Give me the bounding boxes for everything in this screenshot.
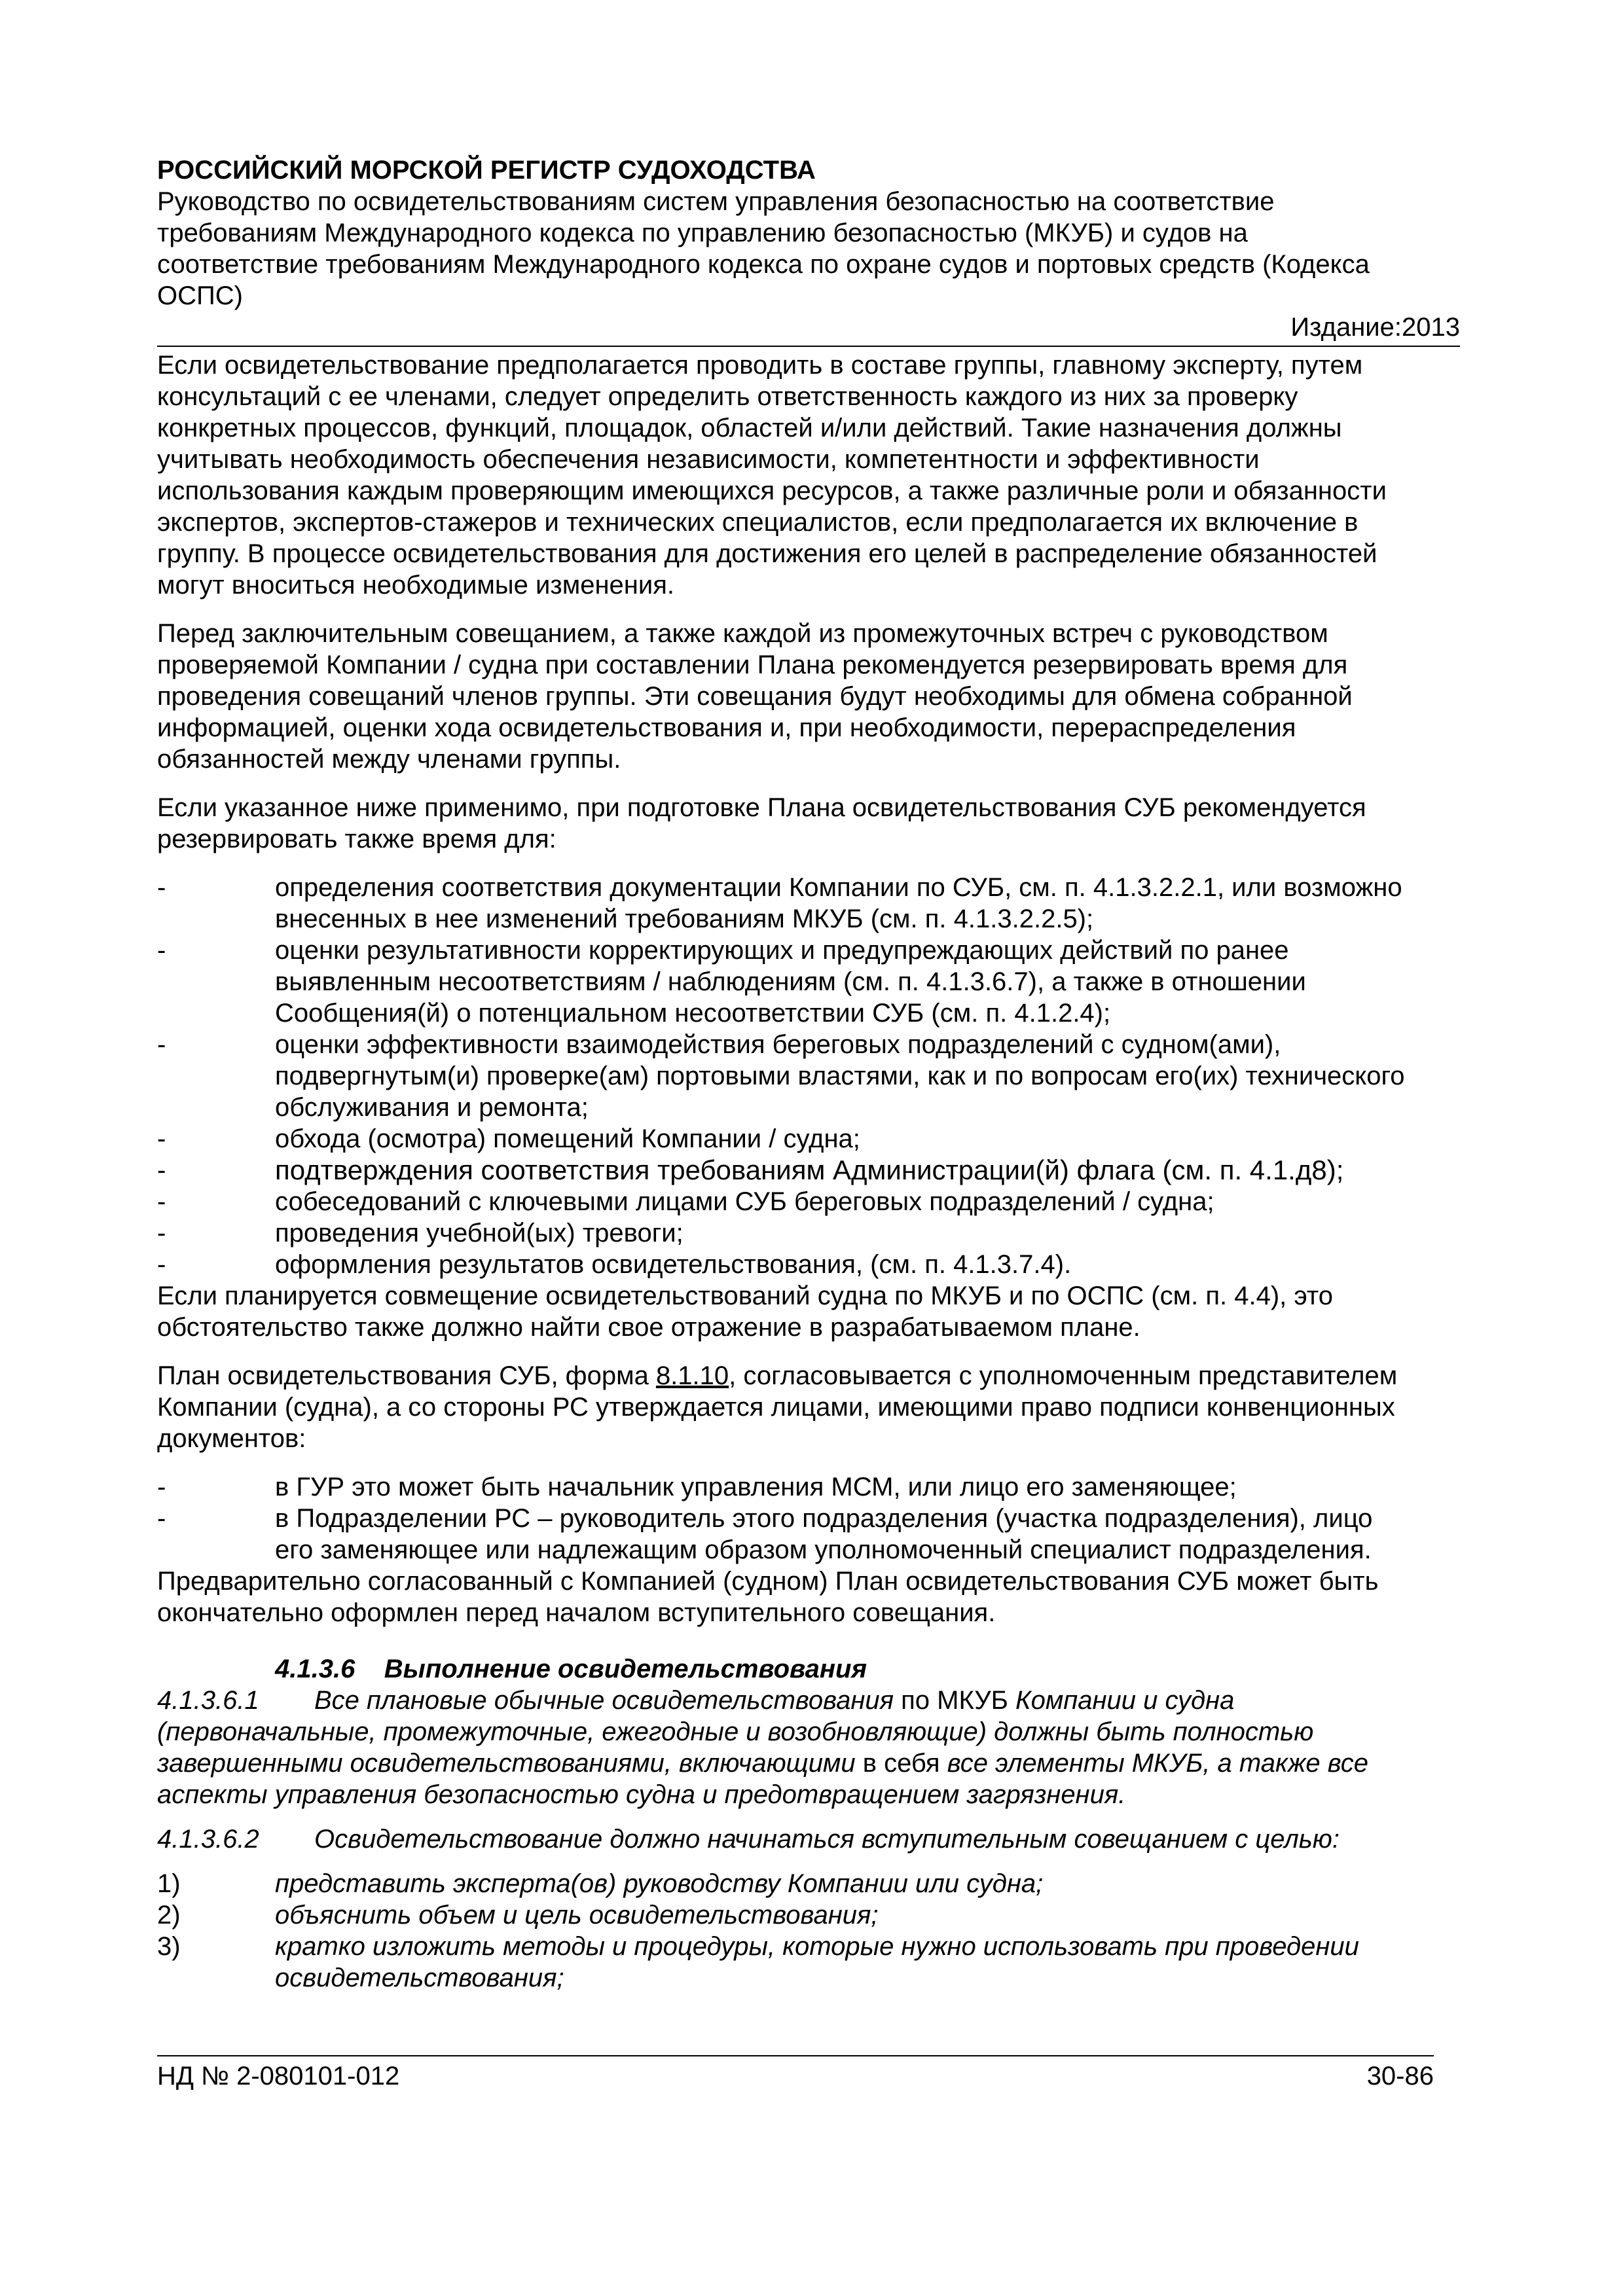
paragraph-line: документов: <box>157 1424 306 1453</box>
form-link[interactable]: 8.1.10 <box>655 1361 729 1390</box>
paragraph-team-responsibilities <box>157 350 1460 601</box>
list-item: 3) кратко изложить методы и процедуры, которые нужно использовать при проведении освидетельствования; <box>157 1932 1359 1992</box>
paragraph-line: Предварительно согласованный с Компанией (судном) План освидетельствования СУБ может быть <box>157 1567 1379 1596</box>
numbered-list-opening-meeting <box>157 1868 1460 1994</box>
clause-4-1-3-6-2: 4.1.3.6.2 Освидетельствование должно начинаться вступительным совещанием с целью: <box>157 1825 1340 1854</box>
paragraph-line: консультаций с ее членами, следует определить ответственность каждого из них за проверку <box>157 382 1298 411</box>
list-item: - оценки эффективности взаимодействия береговых подразделений с судном(ами), подвергнутым(и) проверке(ам) портовыми властями, как и по вопросам его(их) технического обслуживания и ремонта; <box>157 1030 1405 1122</box>
header-subtitle-line: Руководство по освидетельствованиям систем управления безопасностью на соответствие <box>157 187 1275 216</box>
paragraph-line: Если планируется совмещение освидетельствований судна по МКУБ и по ОСПС (см. п. 4.4), это <box>157 1282 1334 1310</box>
header-subtitle-line: ОСПС) <box>157 281 243 310</box>
paragraph-line: могут вноситься необходимые изменения. <box>157 571 674 600</box>
paragraph-line: проверяемой Компании / судна при составлении Плана рекомендуется резервировать время для <box>157 651 1348 679</box>
header-rule <box>157 346 1460 347</box>
clause-number: 4.1.3.6.1 <box>157 1686 259 1715</box>
header-subtitle-line: соответствие требованиям Международного кодекса по охране судов и портовых средств (Кодекса <box>157 250 1370 279</box>
list-item: - оформления результатов освидетельствования, (см. п. 4.1.3.7.4). <box>157 1250 1072 1279</box>
edition-label: Издание:2013 <box>1290 313 1460 342</box>
list-item: - собеседований с ключевыми лицами СУБ береговых подразделений / судна; <box>157 1187 1214 1216</box>
paragraph-line: резервировать также время для: <box>157 825 556 853</box>
clause-4-1-3-6-1: 4.1.3.6.1 Все плановые обычные освидетельствования по МКУБ Компании и судна (первоначальные, промежуточные, ежегодные и возобновляющие) должны быть полностью завершенными освидетельствованиями, включающими в себя все элементы МКУБ, а также все аспекты управления безопасностью судна и предотвращением загрязнения. <box>157 1686 1368 1809</box>
page-footer <box>157 2060 1434 2092</box>
list-item: - оценки результативности корректирующих и предупреждающих действий по ранее выявленным несоответствиям / наблюдениям (см. п. 4.1.3.6.7), а также в отношении Сообщения(й) о потенциальном несоответствии СУБ (см. п. 4.1.2.4); <box>157 936 1306 1028</box>
clause-number: 4.1.3.6.2 <box>157 1825 259 1854</box>
list-item: - в ГУР это может быть начальник управления МСМ, или лицо его заменяющее; <box>157 1473 1237 1501</box>
list-item: 1) представить эксперта(ов) руководству Компании или судна; <box>157 1869 1044 1898</box>
document-number: НД № 2-080101-012 <box>157 2062 400 2090</box>
header-subtitle-line: требованиям Международного кодекса по управлению безопасностью (МКУБ) и судов на <box>157 219 1248 247</box>
page-number: 30-86 <box>1366 2062 1434 2090</box>
list-item: - обхода (осмотра) помещений Компании / судна; <box>157 1124 860 1153</box>
paragraph-line: использования каждым проверяющим имеющихся ресурсов, а также различные роли и обязанности <box>157 476 1387 505</box>
paragraph-line: проведения совещаний членов группы. Эти совещания будут необходимы для обмена собранной <box>157 682 1353 711</box>
dash-list-activities <box>157 872 1460 1280</box>
paragraph-line: окончательно оформлен перед началом вступительного совещания. <box>157 1598 996 1627</box>
paragraph-plan-approval <box>157 1360 1460 1454</box>
paragraph-line: группу. В процессе освидетельствования для достижения его целей в распределение обязанностей <box>157 539 1377 568</box>
list-item: 2) объяснить объем и цель освидетельствования; <box>157 1901 879 1929</box>
paragraph-line: информацией, оценки хода освидетельствования и, при необходимости, перераспределения <box>157 713 1296 742</box>
paragraph-line: обязанностей между членами группы. <box>157 745 621 774</box>
page-header <box>157 154 1460 343</box>
footer-rule <box>157 2055 1434 2056</box>
list-item: - определения соответствия документации Компании по СУБ, см. п. 4.1.3.2.2.1, или возможно внесенных в нее изменений требованиям МКУБ (см. п. 4.1.3.2.2.5); <box>157 873 1402 933</box>
paragraph-line: экспертов, экспертов-стажеров и технических специалистов, если предполагается их включение в <box>157 508 1359 537</box>
list-item: - в Подразделении РС – руководитель этого подразделения (участка подразделения), лицо его заменяющее или надлежащим образом уполномоченный специалист подразделения. <box>157 1504 1373 1564</box>
section-heading: 4.1.3.6 Выполнение освидетельствования <box>275 1655 867 1683</box>
paragraph-reserve-time <box>157 792 1460 855</box>
paragraph-line: Если освидетельствование предполагается проводить в составе группы, главному эксперту, путем <box>157 351 1363 380</box>
list-item: - проведения учебной(ых) тревоги; <box>157 1219 684 1247</box>
paragraph-line: План освидетельствования СУБ, форма 8.1.10, согласовывается с уполномоченным представителем <box>157 1361 1398 1390</box>
header-title: РОССИЙСКИЙ МОРСКОЙ РЕГИСТР СУДОХОДСТВА <box>157 156 816 185</box>
paragraph-line: учитывать необходимость обеспечения независимости, компетентности и эффективности <box>157 445 1260 474</box>
paragraph-combined-audit <box>157 1280 1460 1343</box>
paragraph-line: Перед заключительным совещанием, а также каждой из промежуточных встреч с руководством <box>157 619 1328 648</box>
paragraph-line: Компании (судна), а со стороны РС утверждается лицами, имеющими право подписи конвенционных <box>157 1393 1395 1422</box>
paragraph-final-plan <box>157 1566 1460 1628</box>
body-text <box>157 350 1460 1994</box>
paragraph-line: конкретных процессов, функций, площадок, областей и/или действий. Такие назначения должны <box>157 414 1342 442</box>
list-item: - подтверждения соответствия требованиям Администрации(й) флага (см. п. 4.1.д8); <box>157 1155 1344 1185</box>
paragraph-team-meetings <box>157 618 1460 775</box>
dash-list-signatories <box>157 1471 1460 1566</box>
paragraph-line: Если указанное ниже применимо, при подготовке Плана освидетельствования СУБ рекомендуется <box>157 793 1366 822</box>
paragraph-line: обстоятельство также должно найти свое отражение в разрабатываемом плане. <box>157 1313 1140 1342</box>
